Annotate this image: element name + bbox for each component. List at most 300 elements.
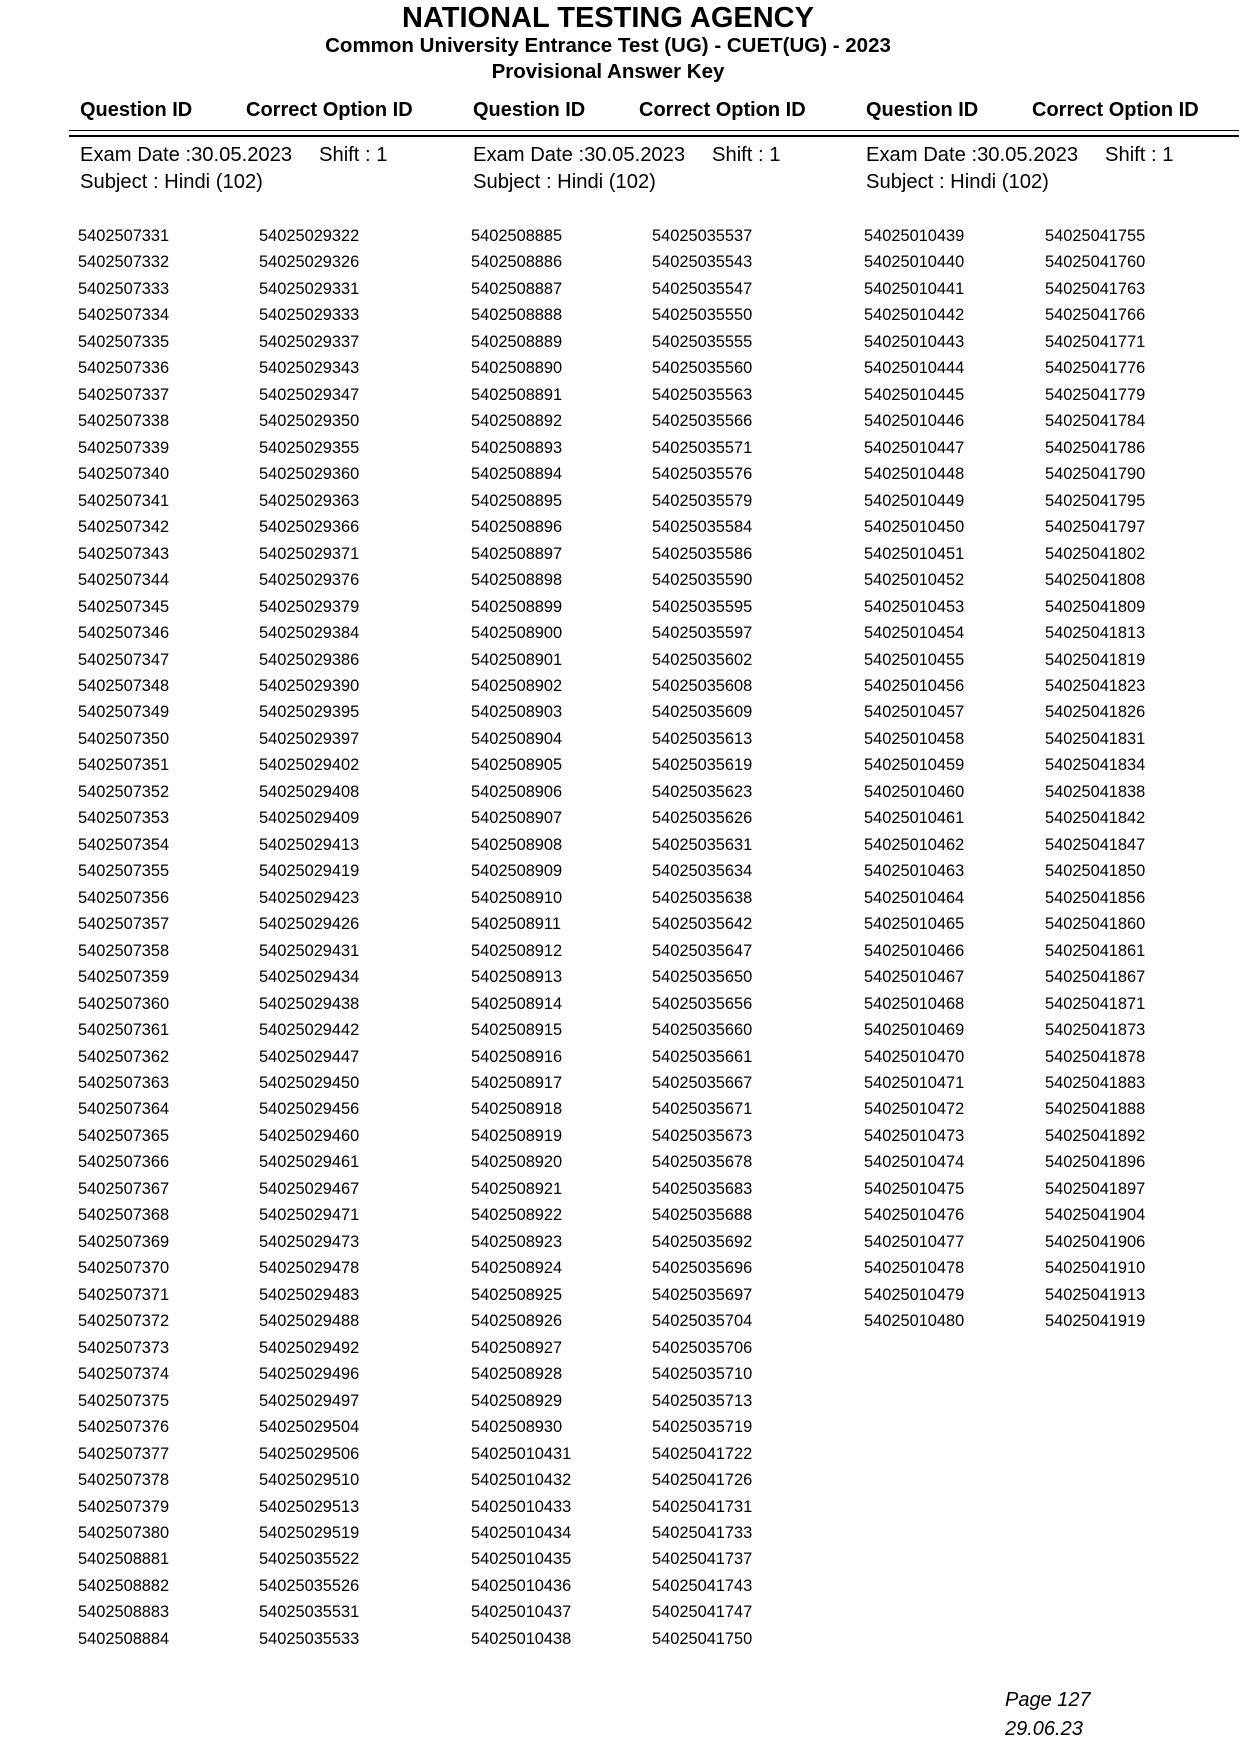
question-id-cell: 5402508919 xyxy=(471,1126,563,1145)
question-id-cell: 5402508915 xyxy=(471,1021,563,1040)
correct-option-id-cell: 54025035522 xyxy=(259,1550,360,1569)
correct-option-id-cell: 54025035576 xyxy=(652,465,753,484)
question-id-cell: 54025010436 xyxy=(471,1576,572,1595)
question-id-cell: 5402507338 xyxy=(78,412,170,431)
correct-option-id-cell: 54025029333 xyxy=(259,306,360,325)
correct-option-id-cell: 54025035671 xyxy=(652,1100,753,1119)
question-id-cell: 54025010455 xyxy=(864,650,965,669)
question-id-cell: 54025010442 xyxy=(864,306,965,325)
question-id-cell: 5402508894 xyxy=(471,465,563,484)
question-id-cell: 54025010476 xyxy=(864,1206,965,1225)
correct-option-id-cell: 54025029478 xyxy=(259,1259,360,1278)
correct-option-id-cell: 54025035706 xyxy=(652,1338,753,1357)
answer-row xyxy=(78,567,408,593)
answer-row xyxy=(78,1017,408,1043)
correct-option-id-cell: 54025029496 xyxy=(259,1365,360,1384)
correct-option-id-cell: 54025029519 xyxy=(259,1523,360,1542)
answer-row xyxy=(471,1070,801,1096)
correct-option-id-cell: 54025041797 xyxy=(1045,518,1146,537)
question-id-cell: 5402508926 xyxy=(471,1312,563,1331)
correct-option-id-cell: 54025029402 xyxy=(259,756,360,775)
correct-option-id-cell: 54025029483 xyxy=(259,1285,360,1304)
correct-option-id-cell: 54025029438 xyxy=(259,994,360,1013)
question-id-cell: 54025010462 xyxy=(864,835,965,854)
question-id-cell: 5402508896 xyxy=(471,518,563,537)
correct-option-id-cell: 54025035571 xyxy=(652,438,753,457)
answer-row xyxy=(78,1573,408,1599)
correct-option-id-cell: 54025035597 xyxy=(652,624,753,643)
answer-row xyxy=(78,1335,408,1361)
answer-row xyxy=(471,1520,801,1546)
correct-option-id-cell: 54025029363 xyxy=(259,491,360,510)
question-id-cell: 5402508901 xyxy=(471,650,563,669)
answer-row xyxy=(78,1202,408,1228)
answer-row xyxy=(78,276,408,302)
correct-option-id-cell: 54025035566 xyxy=(652,412,753,431)
answer-row xyxy=(864,302,1194,328)
correct-option-id-cell: 54025035609 xyxy=(652,703,753,722)
answer-row xyxy=(78,1414,408,1440)
correct-option-id-cell: 54025035560 xyxy=(652,359,753,378)
answer-row xyxy=(471,1626,801,1652)
answer-row xyxy=(864,249,1194,275)
correct-option-id-cell: 54025029488 xyxy=(259,1312,360,1331)
question-id-cell: 5402507365 xyxy=(78,1126,170,1145)
question-id-cell: 5402508923 xyxy=(471,1232,563,1251)
correct-option-id-cell: 54025041737 xyxy=(652,1550,753,1569)
answer-rows xyxy=(864,223,1194,1335)
correct-option-id-cell: 54025041850 xyxy=(1045,862,1146,881)
correct-option-id-cell: 54025029350 xyxy=(259,412,360,431)
correct-option-id-cell: 54025041747 xyxy=(652,1603,753,1622)
answer-row xyxy=(471,514,801,540)
question-id-cell: 5402507334 xyxy=(78,306,170,325)
answer-row xyxy=(471,1573,801,1599)
question-id-cell: 5402508883 xyxy=(78,1603,170,1622)
answer-row xyxy=(78,699,408,725)
correct-option-id-cell: 54025041892 xyxy=(1045,1126,1146,1145)
answer-row xyxy=(78,1044,408,1070)
correct-option-id-cell: 54025029423 xyxy=(259,888,360,907)
question-id-cell: 5402508899 xyxy=(471,597,563,616)
answer-row xyxy=(471,249,801,275)
question-id-cell: 54025010456 xyxy=(864,676,965,695)
correct-option-id-cell: 54025029331 xyxy=(259,279,360,298)
question-id-cell: 5402508924 xyxy=(471,1259,563,1278)
answer-row xyxy=(471,1229,801,1255)
question-id-cell: 5402507341 xyxy=(78,491,170,510)
question-id-cell: 54025010446 xyxy=(864,412,965,431)
answer-row xyxy=(864,938,1194,964)
correct-option-id-cell: 54025035647 xyxy=(652,941,753,960)
question-id-cell: 5402507344 xyxy=(78,571,170,590)
answer-row xyxy=(471,355,801,381)
correct-option-id-cell: 54025029337 xyxy=(259,332,360,351)
page-number: Page 127 xyxy=(1005,1689,1091,1711)
answer-row xyxy=(864,223,1194,249)
question-id-cell: 5402508881 xyxy=(78,1550,170,1569)
answer-row xyxy=(78,832,408,858)
correct-option-id-cell: 54025041771 xyxy=(1045,332,1146,351)
answer-row xyxy=(78,1546,408,1572)
answer-row xyxy=(78,1123,408,1149)
answer-row xyxy=(471,1017,801,1043)
correct-option-id-cell: 54025041813 xyxy=(1045,624,1146,643)
correct-option-id-cell: 54025041776 xyxy=(1045,359,1146,378)
answer-row xyxy=(471,223,801,249)
question-id-cell: 5402507348 xyxy=(78,676,170,695)
answer-row xyxy=(471,620,801,646)
answer-row xyxy=(471,329,801,355)
correct-option-id-cell: 54025035547 xyxy=(652,279,753,298)
question-id-cell: 54025010443 xyxy=(864,332,965,351)
question-id-cell: 5402508888 xyxy=(471,306,563,325)
answer-row xyxy=(471,408,801,434)
answer-row xyxy=(78,1599,408,1625)
answer-row xyxy=(78,1282,408,1308)
correct-option-id-cell: 54025035579 xyxy=(652,491,753,510)
correct-option-id-cell: 54025041871 xyxy=(1045,994,1146,1013)
question-id-cell: 5402507369 xyxy=(78,1232,170,1251)
correct-option-id-cell: 54025029473 xyxy=(259,1232,360,1251)
correct-option-id-cell: 54025041760 xyxy=(1045,253,1146,272)
correct-option-id-cell: 54025035533 xyxy=(259,1629,360,1648)
answer-row xyxy=(78,302,408,328)
correct-option-id-cell: 54025035688 xyxy=(652,1206,753,1225)
question-id-cell: 5402508884 xyxy=(78,1629,170,1648)
question-id-cell: 54025010459 xyxy=(864,756,965,775)
answer-block-1 xyxy=(78,0,448,1660)
question-id-cell: 54025010457 xyxy=(864,703,965,722)
answer-row xyxy=(78,726,408,752)
correct-option-id-cell: 54025041786 xyxy=(1045,438,1146,457)
question-id-cell: 54025010454 xyxy=(864,624,965,643)
correct-option-id-cell: 54025035667 xyxy=(652,1074,753,1092)
question-id-cell: 54025010475 xyxy=(864,1179,965,1198)
question-id-header: Question ID xyxy=(80,99,193,121)
correct-option-id-cell: 54025035543 xyxy=(652,253,753,272)
publication-date: 29.06.23 xyxy=(1005,1718,1083,1740)
answer-row xyxy=(78,541,408,567)
exam-date: Exam Date :30.05.2023 xyxy=(80,144,293,166)
correct-option-id-cell: 54025041763 xyxy=(1045,279,1146,298)
question-id-cell: 5402507368 xyxy=(78,1206,170,1225)
question-id-cell: 54025010472 xyxy=(864,1100,965,1119)
correct-option-id-cell: 54025035550 xyxy=(652,306,753,325)
agency-title: NATIONAL TESTING AGENCY xyxy=(402,2,814,34)
answer-row xyxy=(864,355,1194,381)
answer-row xyxy=(471,1599,801,1625)
correct-option-id-cell: 54025041743 xyxy=(652,1576,753,1595)
correct-option-id-cell: 54025041910 xyxy=(1045,1259,1146,1278)
answer-row xyxy=(864,1308,1194,1334)
answer-row xyxy=(78,805,408,831)
question-id-cell: 5402508917 xyxy=(471,1074,563,1092)
answer-row xyxy=(78,752,408,778)
answer-row xyxy=(78,1361,408,1387)
correct-option-id-cell: 54025029409 xyxy=(259,809,360,828)
question-id-cell: 54025010479 xyxy=(864,1285,965,1304)
exam-date: Exam Date :30.05.2023 xyxy=(866,144,1079,166)
question-id-header: Question ID xyxy=(473,99,586,121)
correct-option-id-cell: 54025029510 xyxy=(259,1471,360,1490)
correct-option-id-cell: 54025041906 xyxy=(1045,1232,1146,1251)
correct-option-id-cell: 54025035710 xyxy=(652,1365,753,1384)
answer-row xyxy=(78,461,408,487)
question-id-cell: 5402508914 xyxy=(471,994,563,1013)
correct-option-id-cell: 54025035526 xyxy=(259,1576,360,1595)
correct-option-id-cell: 54025029492 xyxy=(259,1338,360,1357)
answer-row xyxy=(471,302,801,328)
answer-row xyxy=(864,1096,1194,1122)
question-id-cell: 5402507370 xyxy=(78,1259,170,1278)
answer-block-3 xyxy=(864,0,1234,1660)
correct-option-id-cell: 54025035696 xyxy=(652,1259,753,1278)
question-id-cell: 54025010463 xyxy=(864,862,965,881)
question-id-cell: 54025010480 xyxy=(864,1312,965,1331)
question-id-cell: 54025010441 xyxy=(864,279,965,298)
correct-option-id-cell: 54025029506 xyxy=(259,1444,360,1463)
answer-row xyxy=(864,964,1194,990)
question-id-cell: 54025010447 xyxy=(864,438,965,457)
correct-option-id-cell: 54025035619 xyxy=(652,756,753,775)
question-id-cell: 5402508930 xyxy=(471,1418,563,1437)
question-id-cell: 54025010434 xyxy=(471,1523,572,1542)
question-id-cell: 5402507366 xyxy=(78,1153,170,1172)
answer-row xyxy=(78,355,408,381)
answer-row xyxy=(78,514,408,540)
answer-row xyxy=(78,1494,408,1520)
question-id-cell: 54025010438 xyxy=(471,1629,572,1648)
answer-row xyxy=(78,647,408,673)
correct-option-id-cell: 54025029390 xyxy=(259,676,360,695)
question-id-cell: 54025010460 xyxy=(864,782,965,801)
question-id-cell: 5402508910 xyxy=(471,888,563,907)
correct-option-id-cell: 54025041819 xyxy=(1045,650,1146,669)
question-id-cell: 54025010452 xyxy=(864,571,965,590)
answer-row xyxy=(864,408,1194,434)
question-id-cell: 5402507378 xyxy=(78,1471,170,1490)
question-id-cell: 54025010432 xyxy=(471,1471,572,1490)
correct-option-id-cell: 54025029419 xyxy=(259,862,360,881)
question-id-cell: 54025010450 xyxy=(864,518,965,537)
question-id-cell: 5402507347 xyxy=(78,650,170,669)
answer-row xyxy=(78,1176,408,1202)
question-id-cell: 5402508895 xyxy=(471,491,563,510)
correct-option-id-cell: 54025041779 xyxy=(1045,385,1146,404)
correct-option-id-cell: 54025035656 xyxy=(652,994,753,1013)
correct-option-id-cell: 54025029343 xyxy=(259,359,360,378)
correct-option-id-cell: 54025035683 xyxy=(652,1179,753,1198)
correct-option-id-cell: 54025041766 xyxy=(1045,306,1146,325)
correct-option-id-cell: 54025041860 xyxy=(1045,915,1146,934)
correct-option-id-cell: 54025041731 xyxy=(652,1497,753,1516)
correct-option-id-cell: 54025035673 xyxy=(652,1126,753,1145)
correct-option-id-cell: 54025041750 xyxy=(652,1629,753,1648)
answer-row xyxy=(78,329,408,355)
correct-option-id-cell: 54025041838 xyxy=(1045,782,1146,801)
correct-option-id-cell: 54025035631 xyxy=(652,835,753,854)
correct-option-id-cell: 54025029355 xyxy=(259,438,360,457)
question-id-cell: 5402508909 xyxy=(471,862,563,881)
question-id-cell: 5402507357 xyxy=(78,915,170,934)
question-id-cell: 54025010469 xyxy=(864,1021,965,1040)
answer-row xyxy=(471,673,801,699)
correct-option-id-cell: 54025029360 xyxy=(259,465,360,484)
correct-option-id-cell: 54025041896 xyxy=(1045,1153,1146,1172)
question-id-cell: 5402507346 xyxy=(78,624,170,643)
answer-row xyxy=(864,673,1194,699)
answer-row xyxy=(471,541,801,567)
answer-row xyxy=(471,805,801,831)
correct-option-id-cell: 54025029371 xyxy=(259,544,360,563)
answer-row xyxy=(471,1096,801,1122)
correct-option-id-cell: 54025035678 xyxy=(652,1153,753,1172)
question-id-cell: 54025010437 xyxy=(471,1603,572,1622)
answer-row xyxy=(471,991,801,1017)
question-id-cell: 54025010474 xyxy=(864,1153,965,1172)
answer-row xyxy=(471,726,801,752)
correct-option-id-cell: 54025035623 xyxy=(652,782,753,801)
question-id-cell: 5402507333 xyxy=(78,279,170,298)
question-id-cell: 5402508925 xyxy=(471,1285,563,1304)
answer-row xyxy=(471,1546,801,1572)
answer-rows xyxy=(78,223,408,1652)
answer-row xyxy=(78,1626,408,1652)
correct-option-id-cell: 54025029386 xyxy=(259,650,360,669)
exam-subject: Subject : Hindi (102) xyxy=(473,171,656,193)
answer-row xyxy=(471,1044,801,1070)
answer-row xyxy=(864,991,1194,1017)
exam-shift: Shift : 1 xyxy=(319,144,388,166)
correct-option-id-header: Correct Option ID xyxy=(639,99,806,121)
question-id-header: Question ID xyxy=(866,99,979,121)
answer-row xyxy=(864,1202,1194,1228)
answer-row xyxy=(78,1388,408,1414)
answer-row xyxy=(864,726,1194,752)
correct-option-id-cell: 54025035713 xyxy=(652,1391,753,1410)
question-id-cell: 5402507358 xyxy=(78,941,170,960)
question-id-cell: 5402508906 xyxy=(471,782,563,801)
question-id-cell: 5402507371 xyxy=(78,1285,170,1304)
question-id-cell: 5402507349 xyxy=(78,703,170,722)
question-id-cell: 5402507345 xyxy=(78,597,170,616)
correct-option-id-cell: 54025041784 xyxy=(1045,412,1146,431)
exam-subject: Subject : Hindi (102) xyxy=(80,171,263,193)
question-id-cell: 54025010445 xyxy=(864,385,965,404)
question-id-cell: 5402507376 xyxy=(78,1418,170,1437)
correct-option-id-cell: 54025035595 xyxy=(652,597,753,616)
question-id-cell: 5402508907 xyxy=(471,809,563,828)
answer-row xyxy=(471,752,801,778)
answer-row xyxy=(78,1467,408,1493)
correct-option-id-cell: 54025029326 xyxy=(259,253,360,272)
correct-option-id-cell: 54025029397 xyxy=(259,729,360,748)
question-id-cell: 5402507332 xyxy=(78,253,170,272)
answer-row xyxy=(864,647,1194,673)
correct-option-id-cell: 54025041883 xyxy=(1045,1074,1146,1092)
answer-row xyxy=(471,938,801,964)
question-id-cell: 5402507361 xyxy=(78,1021,170,1040)
question-id-cell: 5402508927 xyxy=(471,1338,563,1357)
correct-option-id-cell: 54025035531 xyxy=(259,1603,360,1622)
question-id-cell: 54025010467 xyxy=(864,968,965,987)
exam-shift: Shift : 1 xyxy=(1105,144,1174,166)
answer-row xyxy=(864,620,1194,646)
answer-row xyxy=(78,1255,408,1281)
answer-row xyxy=(864,567,1194,593)
correct-option-id-cell: 54025029376 xyxy=(259,571,360,590)
correct-option-id-cell: 54025041722 xyxy=(652,1444,753,1463)
question-id-cell: 54025010448 xyxy=(864,465,965,484)
answer-row xyxy=(78,1520,408,1546)
correct-option-id-cell: 54025035704 xyxy=(652,1312,753,1331)
question-id-cell: 54025010470 xyxy=(864,1047,965,1066)
question-id-cell: 54025010471 xyxy=(864,1074,965,1092)
correct-option-id-cell: 54025041913 xyxy=(1045,1285,1146,1304)
exam-shift: Shift : 1 xyxy=(712,144,781,166)
correct-option-id-cell: 54025029434 xyxy=(259,968,360,987)
answer-row xyxy=(864,1044,1194,1070)
question-id-cell: 5402508892 xyxy=(471,412,563,431)
correct-option-id-cell: 54025029471 xyxy=(259,1206,360,1225)
correct-option-id-cell: 54025029504 xyxy=(259,1418,360,1437)
question-id-cell: 5402508890 xyxy=(471,359,563,378)
answer-block-2 xyxy=(471,0,841,1660)
correct-option-id-cell: 54025035642 xyxy=(652,915,753,934)
correct-option-id-cell: 54025041790 xyxy=(1045,465,1146,484)
correct-option-id-cell: 54025041795 xyxy=(1045,491,1146,510)
correct-option-id-cell: 54025029442 xyxy=(259,1021,360,1040)
answer-row xyxy=(471,858,801,884)
question-id-cell: 5402508920 xyxy=(471,1153,563,1172)
question-id-cell: 5402508911 xyxy=(471,915,561,934)
correct-option-id-cell: 54025029467 xyxy=(259,1179,360,1198)
question-id-cell: 54025010435 xyxy=(471,1550,572,1569)
answer-row xyxy=(864,1149,1194,1175)
question-id-cell: 5402507337 xyxy=(78,385,170,404)
question-id-cell: 5402507336 xyxy=(78,359,170,378)
answer-row xyxy=(471,779,801,805)
answer-row xyxy=(471,832,801,858)
correct-option-id-cell: 54025035634 xyxy=(652,862,753,881)
answer-row xyxy=(78,1441,408,1467)
answer-row xyxy=(471,594,801,620)
correct-option-id-cell: 54025035638 xyxy=(652,888,753,907)
question-id-cell: 5402508904 xyxy=(471,729,563,748)
answer-row xyxy=(471,488,801,514)
question-id-cell: 5402508893 xyxy=(471,438,563,457)
correct-option-id-cell: 54025035586 xyxy=(652,544,753,563)
answer-row xyxy=(864,461,1194,487)
correct-option-id-cell: 54025029413 xyxy=(259,835,360,854)
correct-option-id-cell: 54025029395 xyxy=(259,703,360,722)
correct-option-id-cell: 54025041842 xyxy=(1045,809,1146,828)
correct-option-id-cell: 54025041726 xyxy=(652,1471,753,1490)
correct-option-id-cell: 54025041826 xyxy=(1045,703,1146,722)
answer-row xyxy=(471,699,801,725)
answer-row xyxy=(78,382,408,408)
correct-option-id-cell: 54025035650 xyxy=(652,968,753,987)
question-id-cell: 5402508885 xyxy=(471,227,563,245)
question-id-cell: 54025010473 xyxy=(864,1126,965,1145)
question-id-cell: 54025010449 xyxy=(864,491,965,510)
correct-option-id-cell: 54025041861 xyxy=(1045,941,1146,960)
question-id-cell: 54025010439 xyxy=(864,227,965,245)
answer-row xyxy=(471,885,801,911)
answer-row xyxy=(864,1282,1194,1308)
answer-row xyxy=(864,752,1194,778)
